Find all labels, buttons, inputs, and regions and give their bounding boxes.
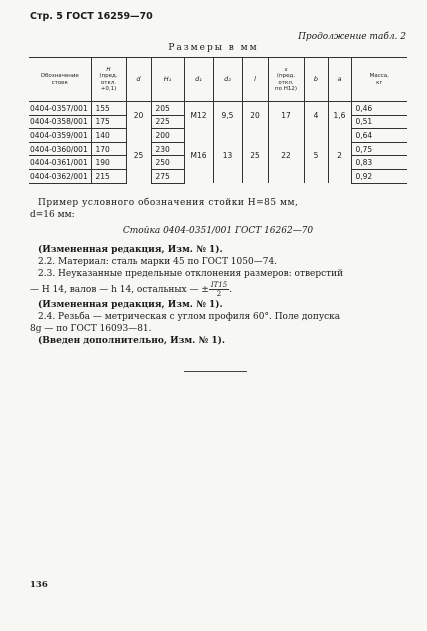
cell-s: 22 (268, 129, 304, 183)
cell-designation: 0404-0357/001 (29, 102, 91, 116)
dimensions-table (29, 57, 407, 184)
cell-designation: 0404-0358/001 (29, 115, 91, 129)
cell-designation: 0404-0359/001 (29, 129, 91, 143)
cell-d1: M16 (184, 129, 213, 183)
cell-h: 155 (91, 102, 126, 116)
col-header-l: l (242, 58, 268, 102)
cell-h: 140 (91, 129, 126, 143)
col-header-designation: Обозначение стоек (29, 58, 91, 102)
col-header-h: H (пред. откл. +0,1) (91, 58, 126, 102)
cell-h1: 200 (151, 129, 184, 143)
page-number: 136 (30, 580, 48, 590)
amendment-note-2: (Измененная редакция, Изм. № 1). (38, 300, 223, 310)
cell-h1: 205 (151, 102, 184, 116)
cell-mass: 0,83 (351, 156, 407, 170)
cell-h: 175 (91, 115, 126, 129)
col-header-a: a (328, 58, 351, 102)
clause-2-4-line-2: 8g — по ГОСТ 16093—81. (30, 324, 152, 334)
cell-designation: 0404-0360/001 (29, 142, 91, 156)
example-designation: Стойка 0404-0351/001 ГОСТ 16262—70 (122, 226, 314, 236)
cell-a: 2 (328, 129, 351, 183)
col-header-h1: H₁ (151, 58, 184, 102)
clause-2-3-line-2 (30, 281, 412, 298)
col-header-b: b (304, 58, 328, 102)
section-divider (184, 371, 247, 372)
col-header-s: s (пред. откл. по H12) (268, 58, 304, 102)
clause-2-3-line-1: 2.3. Неуказанные предельные отклонения размеров: отверстий (38, 269, 344, 279)
amendment-note-3: (Введен дополнительно, Изм. № 1). (38, 336, 226, 346)
table-row (29, 129, 407, 143)
cell-h1: 230 (151, 142, 184, 156)
cell-mass: 0,64 (351, 129, 407, 143)
fraction-denominator: 2 (216, 290, 222, 298)
cell-d2: 13 (213, 129, 242, 183)
example-line-2: d=16 мм: (30, 210, 75, 220)
page-header: Стр. 5 ГОСТ 16259—70 (30, 11, 153, 22)
clause-2-3-end: . (229, 285, 233, 295)
clause-2-3-text: — H 14, валов — h 14, остальных — ± (30, 285, 209, 295)
table-units-title: Размеры в мм (168, 43, 259, 53)
it15-fraction (209, 281, 229, 298)
col-header-d1: d₁ (184, 58, 213, 102)
col-header-d2: d₂ (213, 58, 242, 102)
cell-h1: 250 (151, 156, 184, 170)
cell-l: 20 (242, 102, 268, 129)
cell-h: 190 (91, 156, 126, 170)
cell-l: 25 (242, 129, 268, 183)
cell-d1: M12 (184, 102, 213, 129)
cell-designation: 0404-0362/001 (29, 169, 91, 183)
cell-d2: 9,5 (213, 102, 242, 129)
col-header-mass: Масса, кг (351, 58, 407, 102)
cell-b: 4 (304, 102, 328, 129)
cell-b: 5 (304, 129, 328, 183)
cell-a: 1,6 (328, 102, 351, 129)
cell-mass: 0,46 (351, 102, 407, 116)
clause-2-4-line-1: 2.4. Резьба — метрическая с углом профиля 60°. Поле допуска (38, 312, 341, 322)
fraction-numerator: IT15 (210, 281, 228, 289)
clause-2-2: 2.2. Материал: сталь марки 45 по ГОСТ 1050—74. (38, 257, 278, 267)
cell-h1: 225 (151, 115, 184, 129)
cell-h: 215 (91, 169, 126, 183)
cell-mass: 0,92 (351, 169, 407, 183)
cell-mass: 0,51 (351, 115, 407, 129)
table-row (29, 102, 407, 116)
cell-s: 17 (268, 102, 304, 129)
cell-h: 170 (91, 142, 126, 156)
amendment-note-1: (Измененная редакция, Изм. № 1). (38, 245, 223, 255)
cell-h1: 275 (151, 169, 184, 183)
cell-mass: 0,75 (351, 142, 407, 156)
example-line-1: Пример условного обозначения стойки H=85 мм, (38, 198, 299, 208)
cell-d: 20 (126, 102, 151, 129)
cell-designation: 0404-0361/001 (29, 156, 91, 170)
table-header-row (29, 58, 407, 102)
cell-d: 25 (126, 129, 151, 183)
table-continuation-label: Продолжение табл. 2 (298, 32, 406, 42)
col-header-d: d (126, 58, 151, 102)
